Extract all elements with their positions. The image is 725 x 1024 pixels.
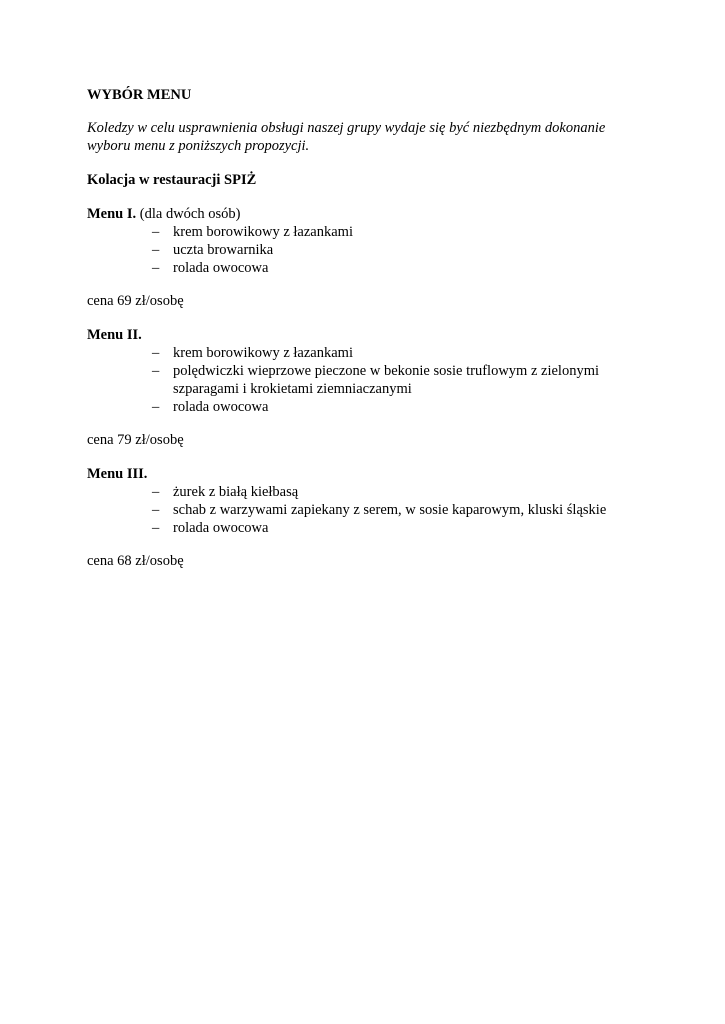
dash-bullet-icon: – [152, 260, 160, 276]
dish-list [87, 223, 627, 277]
menu-section-3 [87, 465, 627, 570]
dish-name: rolada owocowa [173, 399, 269, 415]
dash-bullet-icon: – [152, 502, 160, 518]
dash-bullet-icon: – [152, 484, 160, 500]
dish-name: uczta browarnika [173, 242, 274, 258]
list-item [87, 501, 627, 519]
list-item [87, 483, 627, 501]
dash-bullet-icon: – [152, 345, 160, 361]
dish-name: krem borowikowy z łazankami [173, 224, 353, 240]
dish-list [87, 483, 627, 537]
list-item [87, 398, 627, 416]
dash-bullet-icon: – [152, 224, 160, 240]
list-item [87, 519, 627, 537]
menu-name: Menu II. [87, 327, 142, 343]
dish-name: rolada owocowa [173, 520, 269, 536]
menu-name: Menu III. [87, 466, 148, 482]
dish-list [87, 344, 627, 416]
list-item [87, 241, 627, 259]
dish-name: krem borowikowy z łazankami [173, 345, 353, 361]
venue-heading: Kolacja w restauracji SPIŻ [87, 172, 257, 188]
menu-price: cena 68 zł/osobę [87, 553, 184, 569]
dash-bullet-icon: – [152, 520, 160, 536]
menu-name: Menu I. [87, 206, 137, 222]
list-item [87, 259, 627, 277]
document-title: WYBÓR MENU [87, 87, 192, 103]
dish-name: polędwiczki wieprzowe pieczone w bekonie sosie truflowym z zielonymi szparagami i krokietami ziemniaczanymi [173, 363, 600, 397]
dish-name: schab z warzywami zapiekany z serem, w sosie kaparowym, kluski śląskie [173, 502, 607, 518]
menu-heading [87, 205, 627, 223]
dish-name: rolada owocowa [173, 260, 269, 276]
menu-section-2 [87, 326, 627, 449]
dash-bullet-icon: – [152, 399, 160, 415]
list-item [87, 362, 627, 398]
menu-price: cena 79 zł/osobę [87, 432, 184, 448]
menu-heading [87, 326, 627, 344]
dash-bullet-icon: – [152, 363, 160, 379]
dish-name: żurek z białą kiełbasą [173, 484, 299, 500]
dash-bullet-icon: – [152, 242, 160, 258]
list-item [87, 344, 627, 362]
menu-heading [87, 465, 627, 483]
menu-section-1 [87, 205, 627, 310]
intro-paragraph: Koledzy w celu usprawnienia obsługi naszej grupy wydaje się być niezbędnym dokonanie wyboru menu z poniższych propozycji. [87, 120, 606, 154]
list-item [87, 223, 627, 241]
menu-note: (dla dwóch osób) [136, 206, 241, 222]
menu-price: cena 69 zł/osobę [87, 293, 184, 309]
document-body [87, 86, 627, 570]
